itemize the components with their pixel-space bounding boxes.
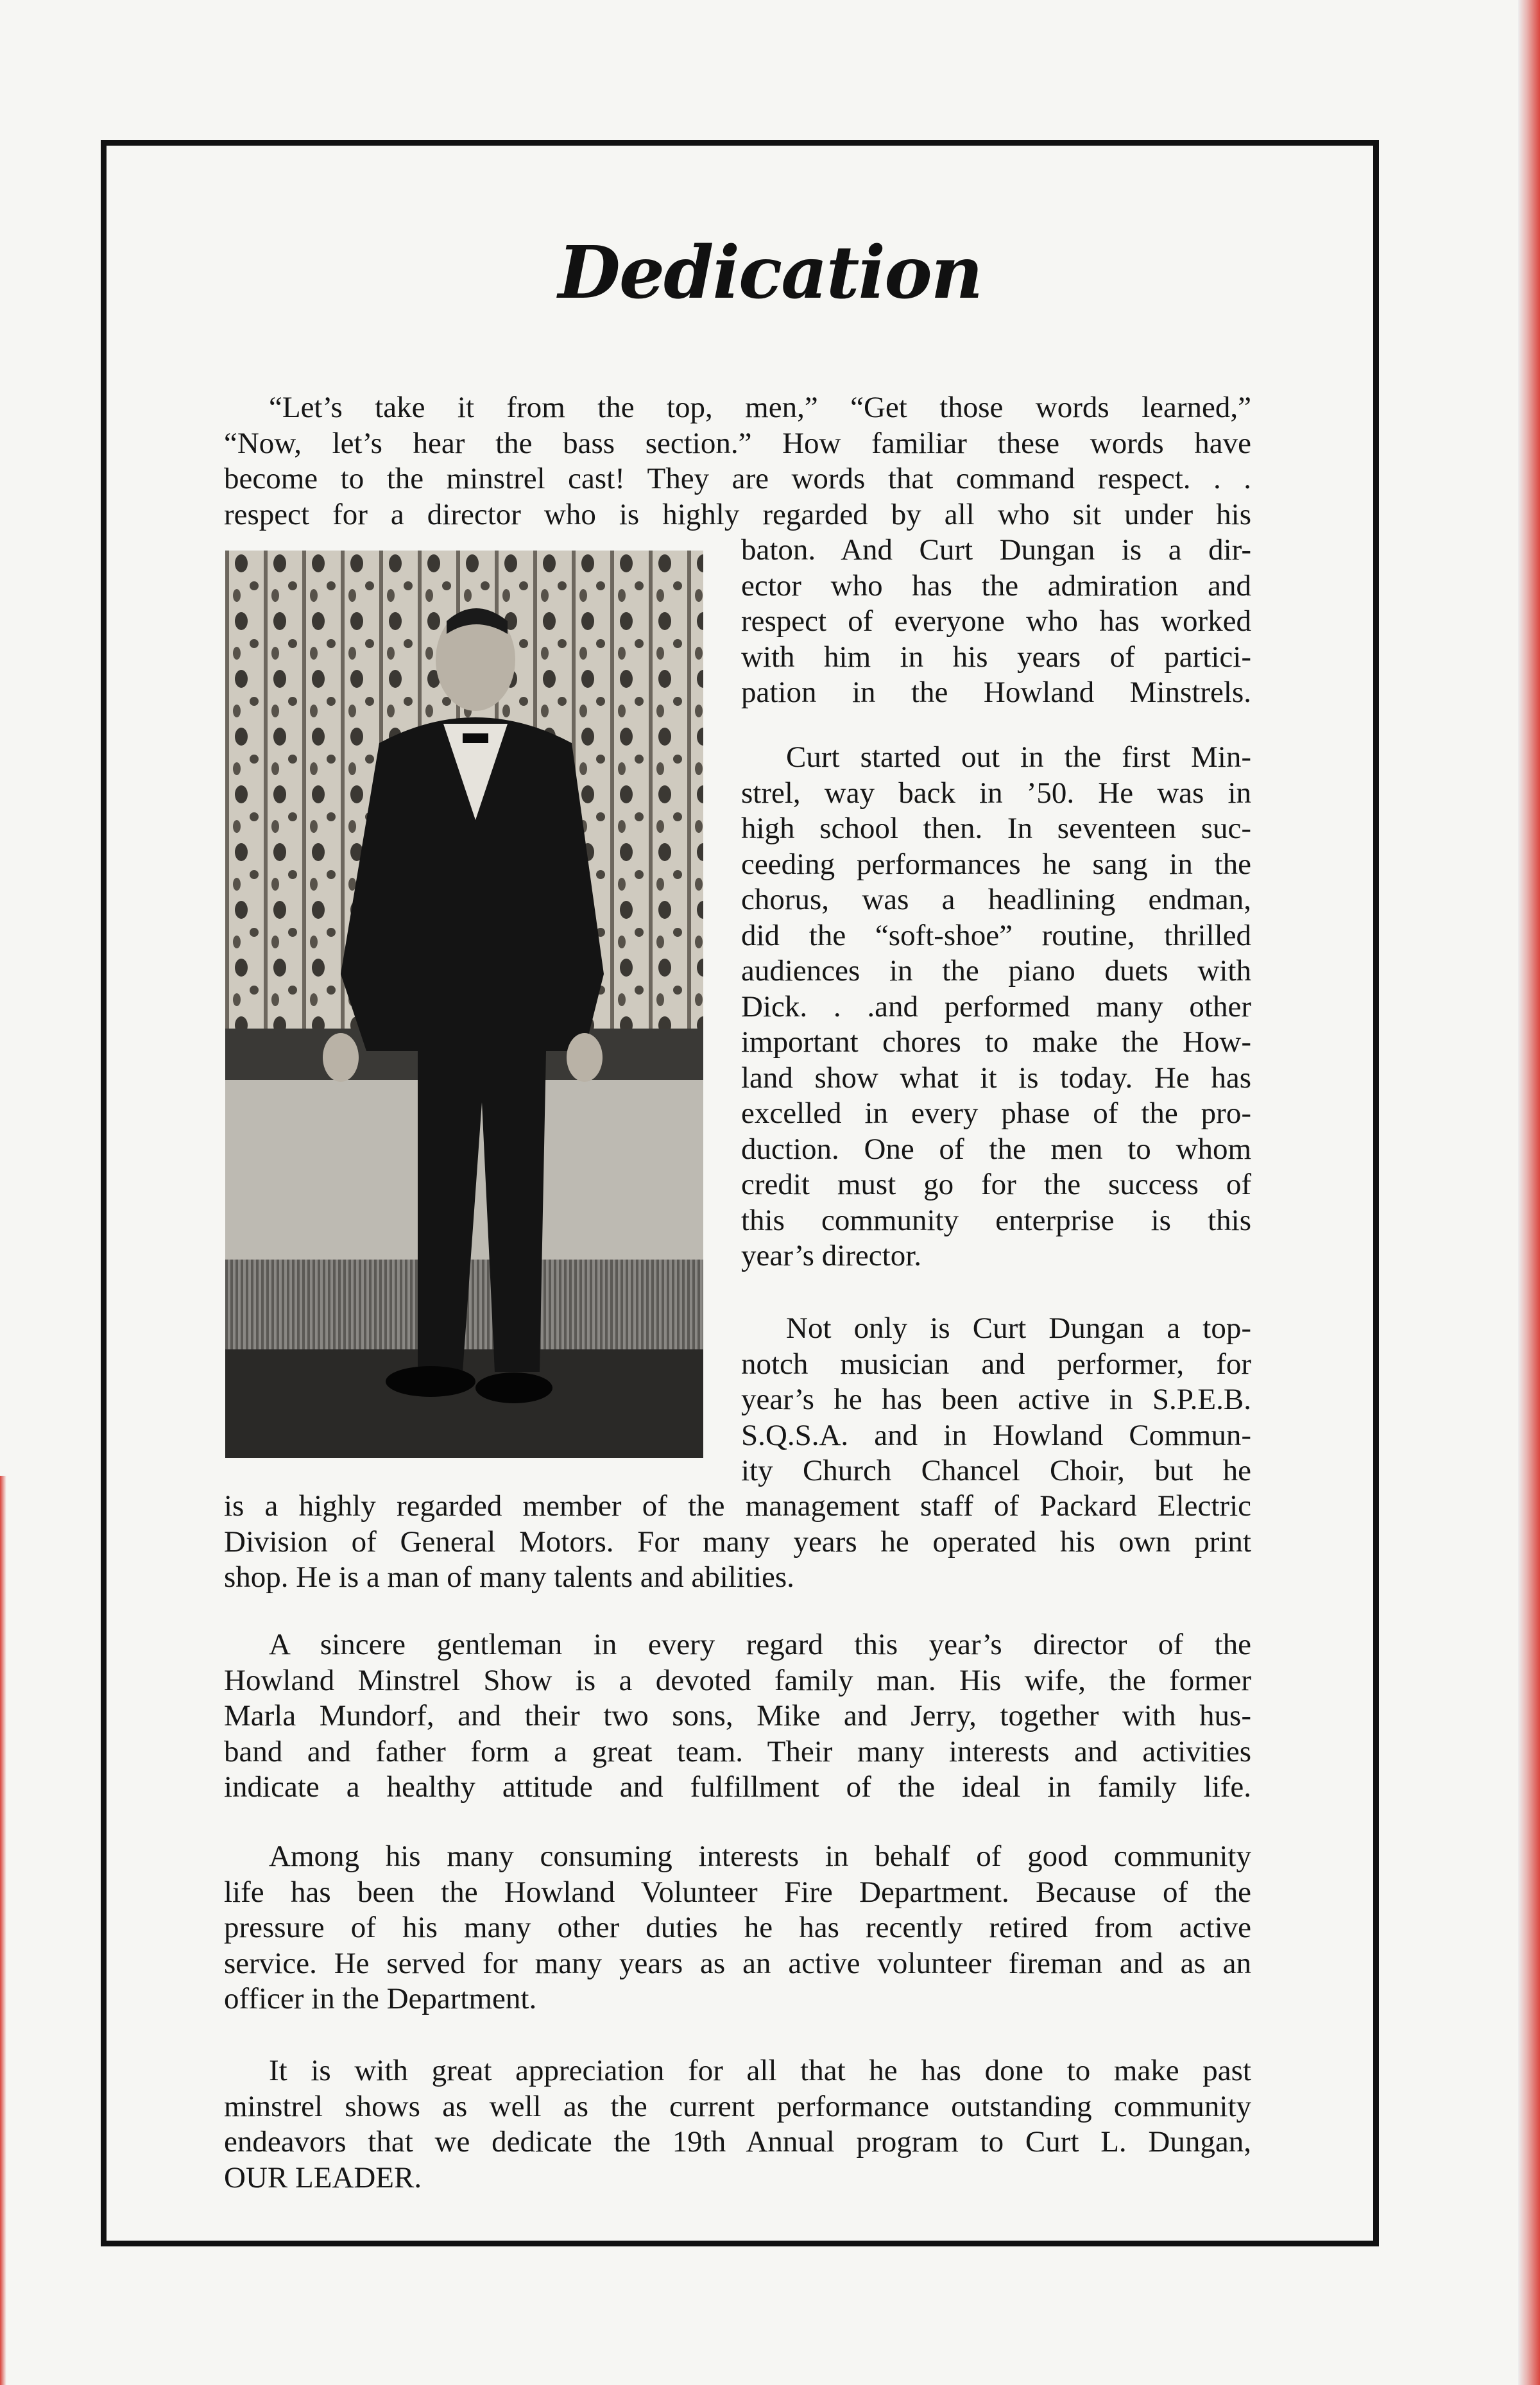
text-line: Among his many consuming interests in behalf of good community bbox=[269, 1840, 1251, 1873]
text-line: ector who has the admiration and bbox=[741, 568, 1251, 603]
text-line: chorus, was a headlining endman, bbox=[741, 883, 1251, 916]
text-line: “Let’s take it from the top, men,” “Get those words learned,” bbox=[269, 391, 1251, 424]
text-line: year’s he has been active in S.P.E.B. bbox=[741, 1383, 1251, 1416]
page-edge-left bbox=[0, 1476, 6, 2385]
text-line: notch musician and performer, for bbox=[741, 1347, 1251, 1381]
text-line: become to the minstrel cast! They are words that command respect. . . bbox=[224, 462, 1251, 495]
text-line: minstrel shows as well as the current performance outstanding community bbox=[224, 2089, 1251, 2123]
text-line: high school then. In seventeen suc- bbox=[741, 812, 1251, 845]
paragraph-music-continued bbox=[224, 1489, 1251, 1596]
text-line: excelled in every phase of the pro- bbox=[741, 1097, 1251, 1130]
paragraph-history bbox=[741, 740, 1251, 1274]
text-line: shop. He is a man of many talents and abilities. bbox=[224, 1560, 794, 1594]
text-line: this community enterprise is this bbox=[741, 1203, 1251, 1237]
text-line: indicate a healthy attitude and fulfillment of the ideal in family life. bbox=[224, 1770, 1251, 1804]
text-line: ceeding performances he sang in the bbox=[741, 847, 1251, 881]
text-line: is a highly regarded member of the management staff of Packard Electric bbox=[224, 1489, 1251, 1523]
text-line: audiences in the piano duets with bbox=[741, 954, 1251, 987]
paragraph-fire-department bbox=[224, 1839, 1251, 2017]
text-line: with him in his years of partici- bbox=[741, 640, 1251, 674]
text-line: endeavors that we dedicate the 19th Annual program to Curt L. Dungan, bbox=[224, 2125, 1251, 2158]
text-line: Division of General Motors. For many years he operated his own print bbox=[224, 1525, 1251, 1559]
text-line: officer in the Department. bbox=[224, 1982, 537, 2015]
text-line: baton. And Curt Dungan is a dir- bbox=[741, 533, 1251, 567]
paragraph-intro bbox=[224, 390, 1251, 533]
text-line: It is with great appreciation for all that he has done to make past bbox=[269, 2054, 1251, 2087]
text-line: life has been the Howland Volunteer Fire Department. Because of the bbox=[224, 1875, 1251, 1909]
text-line: Howland Minstrel Show is a devoted family man. His wife, the former bbox=[224, 1663, 1251, 1697]
text-line: ity Church Chancel Choir, but he bbox=[741, 1454, 1251, 1487]
text-line: duction. One of the men to whom bbox=[741, 1132, 1251, 1166]
text-line: important chores to make the How- bbox=[741, 1025, 1251, 1059]
text-line: Curt started out in the first Min- bbox=[786, 740, 1251, 774]
text-line: S.Q.S.A. and in Howland Commun- bbox=[741, 1418, 1251, 1452]
text-line: credit must go for the success of bbox=[741, 1168, 1251, 1201]
text-line: Dick. . .and performed many other bbox=[741, 989, 1251, 1023]
paragraph-intro-continued bbox=[741, 533, 1251, 711]
page-title: Dedication bbox=[558, 231, 982, 315]
text-line: band and father form a great team. Their many interests and activities bbox=[224, 1734, 1251, 1768]
text-line: OUR LEADER. bbox=[224, 2160, 422, 2194]
text-line: Marla Mundorf, and their two sons, Mike and Jerry, together with hus- bbox=[224, 1699, 1251, 1732]
text-line: land show what it is today. He has bbox=[741, 1061, 1251, 1095]
paragraph-closing bbox=[224, 2053, 1251, 2196]
director-photo bbox=[225, 551, 703, 1458]
text-line: Not only is Curt Dungan a top- bbox=[786, 1312, 1251, 1345]
page-edge bbox=[1518, 0, 1540, 2385]
text-line: “Now, let’s hear the bass section.” How familiar these words have bbox=[224, 426, 1251, 460]
paragraph-family bbox=[224, 1627, 1251, 1806]
text-line: service. He served for many years as an active volunteer fireman and as an bbox=[224, 1946, 1251, 1980]
text-line: pressure of his many other duties he has recently retired from active bbox=[224, 1911, 1251, 1944]
text-line: strel, way back in ’50. He was in bbox=[741, 776, 1251, 810]
text-line: A sincere gentleman in every regard this year’s director of the bbox=[269, 1628, 1251, 1661]
text-line: pation in the Howland Minstrels. bbox=[741, 676, 1251, 709]
text-line: year’s director. bbox=[741, 1239, 922, 1272]
paragraph-music bbox=[741, 1311, 1251, 1489]
text-line: respect for a director who is highly regarded by all who sit under his bbox=[224, 497, 1251, 531]
text-line: respect of everyone who has worked bbox=[741, 604, 1251, 638]
text-line: did the “soft-shoe” routine, thrilled bbox=[741, 918, 1251, 952]
